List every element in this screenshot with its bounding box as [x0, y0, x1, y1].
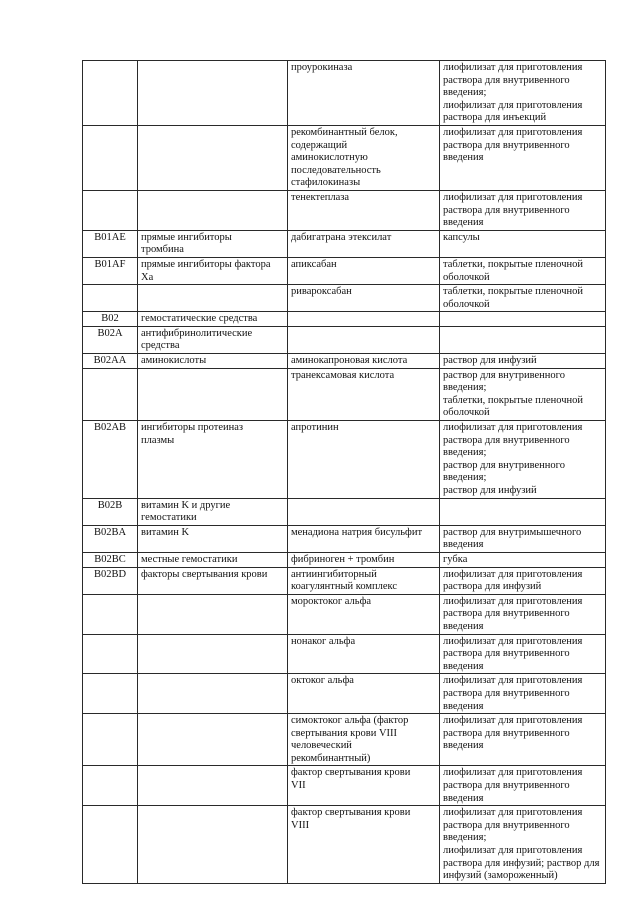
drug-name-cell [288, 368, 440, 420]
dosage-form-text: лиофилизат для приготовления раствора для внутривенного введения [443, 126, 583, 164]
atc-code-text: B01AE [94, 231, 126, 243]
atc-code-text: B02BD [93, 568, 127, 580]
pharmacological-group-text: прямые ингибиторы фактора Xa [141, 258, 271, 283]
pharmacological-group-cell [138, 594, 288, 634]
pharmacological-group-text: местные гемостатики [141, 553, 238, 565]
pharmacological-group-cell [138, 368, 288, 420]
pharmacological-group-text: витамин K [141, 526, 190, 538]
dosage-form-cell [440, 594, 606, 634]
drug-name-cell [288, 125, 440, 190]
dosage-form-text: таблетки, покрытые пленочной оболочкой [443, 286, 584, 310]
atc-code-cell [83, 525, 138, 552]
atc-code-cell [83, 714, 138, 766]
drug-name-text: антиингибиторный коагулянтный комплекс [291, 568, 398, 593]
atc-code-cell [83, 326, 138, 353]
table-row [83, 125, 606, 190]
drug-name-text: фактор свертывания крови VII [291, 767, 411, 792]
drug-name-text: фибриноген + тромбин [291, 553, 395, 565]
atc-code-cell [83, 674, 138, 714]
pharmacological-group-cell [138, 354, 288, 369]
drug-name-cell [288, 230, 440, 257]
atc-code-cell [83, 125, 138, 190]
pharmacological-group-cell [138, 312, 288, 327]
drug-name-cell [288, 552, 440, 567]
drug-name-cell [288, 285, 440, 312]
drug-name-text: ривароксабан [291, 286, 352, 298]
table-row [83, 594, 606, 634]
drug-name-text: нонаког альфа [291, 635, 356, 647]
pharmacological-group-cell [138, 634, 288, 674]
drug-name-text: проурокиназа [291, 62, 353, 73]
table-row [83, 498, 606, 525]
table-row [83, 421, 606, 499]
atc-code-text: B02A [97, 327, 123, 339]
pharmacological-group-cell [138, 230, 288, 257]
table-row [83, 567, 606, 594]
pharmacological-group-cell [138, 326, 288, 353]
atc-code-cell [83, 594, 138, 634]
table-row [83, 61, 606, 126]
drug-name-cell [288, 525, 440, 552]
drug-name-text: мороктоког альфа [291, 595, 372, 607]
atc-code-cell [83, 567, 138, 594]
pharmacological-group-cell [138, 61, 288, 126]
drug-name-cell [288, 326, 440, 353]
dosage-form-cell [440, 257, 606, 284]
table-row [83, 766, 606, 806]
atc-code-text: B01AF [94, 258, 126, 270]
dosage-form-cell [440, 714, 606, 766]
dosage-form-text: лиофилизат для приготовления раствора для внутривенного введения [443, 191, 583, 229]
atc-code-text: B02BC [94, 553, 126, 565]
drug-name-cell [288, 594, 440, 634]
dosage-form-text: лиофилизат для приготовления раствора для инфузий [443, 568, 583, 593]
dosage-form-text: лиофилизат для приготовления раствора для внутривенного введения [443, 635, 583, 672]
table-row [83, 714, 606, 766]
pharmacological-group-cell [138, 806, 288, 884]
pharmacological-group-cell [138, 567, 288, 594]
atc-code-cell [83, 190, 138, 230]
table-row [83, 354, 606, 369]
dosage-form-text: губка [443, 553, 468, 565]
pharmacological-group-text: витамин K и другие гемостатики [141, 499, 231, 524]
drug-name-text: тенектеплаза [291, 191, 350, 203]
pharmacological-group-text: прямые ингибиторы тромбина [141, 231, 232, 256]
pharmacological-group-cell [138, 674, 288, 714]
table-row [83, 634, 606, 674]
drug-name-cell [288, 498, 440, 525]
dosage-form-cell [440, 806, 606, 884]
dosage-form-cell [440, 190, 606, 230]
drug-name-cell [288, 354, 440, 369]
dosage-form-text: лиофилизат для приготовления раствора для внутривенного введения; лиофилизат для приготовления раствора для инъекций [443, 62, 583, 124]
pharmacological-group-cell [138, 552, 288, 567]
dosage-form-cell [440, 766, 606, 806]
pharmacological-group-text: гемостатические средства [141, 313, 258, 325]
atc-code-cell [83, 766, 138, 806]
atc-code-cell [83, 806, 138, 884]
dosage-form-cell [440, 525, 606, 552]
drug-name-cell [288, 257, 440, 284]
dosage-form-cell [440, 354, 606, 369]
drug-name-cell [288, 567, 440, 594]
pharmacological-group-text: факторы свертывания крови [141, 568, 268, 580]
dosage-form-text: раствор для внутримышечного введения [443, 526, 582, 551]
pharmacological-group-cell [138, 257, 288, 284]
dosage-form-cell [440, 125, 606, 190]
dosage-form-cell [440, 230, 606, 257]
pharmacological-group-cell [138, 190, 288, 230]
dosage-form-text: лиофилизат для приготовления раствора для внутривенного введения [443, 595, 583, 632]
drug-name-cell [288, 190, 440, 230]
table-body [83, 61, 606, 884]
drug-name-text: транексамовая кислота [291, 369, 395, 381]
drug-name-cell [288, 634, 440, 674]
atc-code-cell [83, 634, 138, 674]
atc-code-text: B02BA [93, 526, 127, 538]
dosage-form-cell [440, 634, 606, 674]
atc-code-text: B02AA [93, 355, 127, 367]
dosage-form-text: лиофилизат для приготовления раствора для внутривенного введения; лиофилизат для приготовления раствора для инфузий; раствор для инфузий (замороженный) [443, 807, 600, 882]
drug-name-cell [288, 806, 440, 884]
pharmacological-group-cell [138, 714, 288, 766]
atc-code-cell [83, 257, 138, 284]
table-row [83, 368, 606, 420]
dosage-form-text: лиофилизат для приготовления раствора для внутривенного введения [443, 767, 583, 804]
drug-name-text: аминокапроновая кислота [291, 355, 408, 367]
drug-name-text: менадиона натрия бисульфит [291, 526, 423, 538]
table-row [83, 257, 606, 284]
dosage-form-text: капсулы [443, 231, 480, 243]
dosage-form-cell [440, 552, 606, 567]
table-row [83, 312, 606, 327]
drug-name-cell [288, 421, 440, 499]
table-row [83, 285, 606, 312]
drug-name-text: симоктоког альфа (фактор свертывания крови VIII человеческий рекомбинантный) [291, 715, 409, 764]
pharmacological-group-cell [138, 421, 288, 499]
dosage-form-cell [440, 567, 606, 594]
drug-name-text: дабигатрана этексилат [291, 231, 392, 243]
atc-code-cell [83, 368, 138, 420]
drug-name-text: фактор свертывания крови VIII [291, 807, 411, 831]
atc-code-text: B02B [97, 499, 123, 511]
dosage-form-cell [440, 368, 606, 420]
pharmacological-group-cell [138, 125, 288, 190]
atc-code-cell [83, 552, 138, 567]
dosage-form-cell [440, 285, 606, 312]
drug-name-text: апиксабан [291, 258, 337, 270]
pharmacological-group-cell [138, 525, 288, 552]
dosage-form-cell [440, 326, 606, 353]
drug-name-cell [288, 674, 440, 714]
atc-code-cell [83, 285, 138, 312]
dosage-form-text: раствор для внутривенного введения; таблетки, покрытые пленочной оболочкой [443, 369, 584, 419]
pharmacological-group-text: аминокислоты [141, 355, 207, 367]
drug-name-text: октоког альфа [291, 675, 354, 687]
dosage-form-cell [440, 498, 606, 525]
dosage-form-cell [440, 421, 606, 499]
drug-name-cell [288, 61, 440, 126]
table-row [83, 230, 606, 257]
atc-code-cell [83, 230, 138, 257]
drug-name-text: рекомбинантный белок, содержащий аминокислотную последовательность стафилокиназы [291, 126, 398, 189]
atc-code-text: B02AB [93, 422, 127, 434]
table-row [83, 806, 606, 884]
drug-name-cell [288, 714, 440, 766]
dosage-form-cell [440, 674, 606, 714]
dosage-form-text: лиофилизат для приготовления раствора для внутривенного введения [443, 675, 583, 712]
drug-name-cell [288, 312, 440, 327]
table-row [83, 552, 606, 567]
dosage-form-text: раствор для инфузий [443, 355, 537, 367]
drug-name-text: апротинин [291, 422, 339, 434]
table-row [83, 525, 606, 552]
atc-code-cell [83, 354, 138, 369]
atc-code-cell [83, 61, 138, 126]
atc-code-cell [83, 312, 138, 327]
drug-classification-table [82, 60, 606, 884]
drug-name-cell [288, 766, 440, 806]
atc-code-cell [83, 421, 138, 499]
table-row [83, 190, 606, 230]
table-row [83, 674, 606, 714]
table-row [83, 326, 606, 353]
atc-code-text: B02 [101, 313, 119, 325]
atc-code-cell [83, 498, 138, 525]
pharmacological-group-text: ингибиторы протеиназ плазмы [141, 422, 244, 446]
dosage-form-cell [440, 312, 606, 327]
dosage-form-cell [440, 61, 606, 126]
pharmacological-group-cell [138, 498, 288, 525]
pharmacological-group-cell [138, 285, 288, 312]
dosage-form-text: лиофилизат для приготовления раствора для внутривенного введения; раствор для внутривенного введения; раствор для инфузий [443, 422, 583, 496]
pharmacological-group-text: антифибринолитические средства [141, 327, 253, 352]
dosage-form-text: лиофилизат для приготовления раствора для внутривенного введения [443, 715, 583, 752]
pharmacological-group-cell [138, 766, 288, 806]
dosage-form-text: таблетки, покрытые пленочной оболочкой [443, 258, 584, 283]
